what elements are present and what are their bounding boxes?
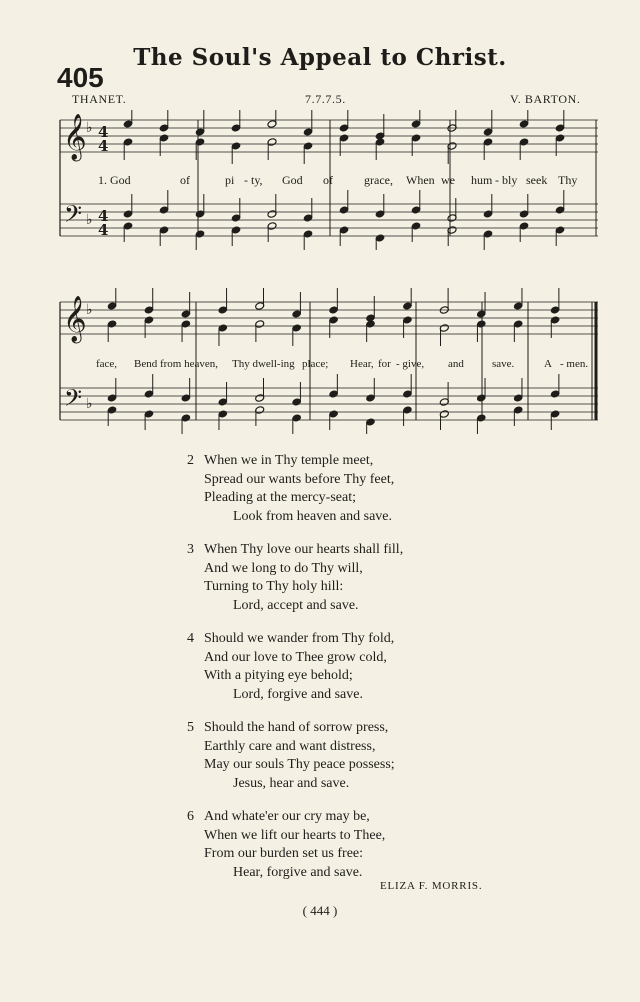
music-system-1	[58, 110, 600, 250]
lyric-syllable: grace,	[364, 173, 393, 187]
verse-line: Should the hand of sorrow press,	[204, 720, 389, 735]
verse-line: Earthly care and want distress,	[204, 738, 376, 754]
time-signature-top: 4	[98, 123, 109, 141]
verse-line: Turning to Thy holy hill:	[204, 579, 344, 594]
lyric-syllable: of	[323, 173, 333, 187]
lyric-syllable: hum	[471, 173, 493, 187]
verse-line: And our love to Thee grow cold,	[204, 649, 387, 665]
lyric-syllable: face,	[96, 358, 118, 370]
verse-line: Spread our wants before Thy feet,	[204, 471, 395, 487]
verse-line: Should we wander from Thy fold,	[204, 631, 395, 646]
lyric-syllable: - bly	[495, 173, 518, 187]
verse-line: When we in Thy temple meet,	[204, 453, 374, 468]
lyric-syllable: place;	[302, 358, 329, 370]
page-number: ( 444 )	[302, 903, 338, 918]
hymn-title: The Soul's Appeal to Christ.	[133, 44, 507, 71]
stanza-2	[186, 452, 516, 526]
lyric-syllable: we	[441, 173, 455, 187]
flat-icon: ♭	[86, 212, 93, 228]
stanza-number: 2	[187, 453, 194, 468]
stanza-number: 3	[187, 542, 194, 557]
hymn-number: 405	[57, 62, 104, 93]
lyric-syllable: - give,	[396, 358, 425, 370]
flat-icon: ♭	[86, 120, 93, 136]
bass-clef-icon: 𝄢	[64, 200, 83, 233]
verse-line: From our burden set us free:	[204, 846, 364, 861]
verse-line: May our souls Thy peace possess;	[204, 757, 395, 772]
lyric-syllable: Thy	[558, 173, 578, 187]
treble-clef-icon: 𝄞	[63, 296, 87, 342]
lyric-syllable: Bend from heaven,	[134, 358, 218, 370]
lyric-syllable: A	[544, 358, 552, 370]
treble-clef-icon: 𝄞	[63, 114, 87, 160]
lyric-syllable: Thy dwell-ing	[232, 358, 295, 370]
lyric-syllable: - men.	[560, 358, 589, 370]
stanza-5	[186, 719, 516, 793]
stanza-number: 4	[187, 631, 194, 646]
verse-line: Lord, accept and save.	[233, 597, 359, 613]
lyric-syllable: save.	[492, 358, 515, 370]
verse-line: And whate'er our cry may be,	[204, 809, 370, 824]
bass-clef-icon: 𝄢	[64, 384, 83, 417]
author-credit: ELIZA F. MORRIS.	[380, 880, 483, 892]
stanza-6	[186, 808, 516, 882]
tune-name: THANET.	[72, 92, 127, 106]
lyric-syllable: seek	[526, 173, 548, 187]
flat-icon: ♭	[86, 396, 93, 412]
verse-line: Hear, forgive and save.	[233, 864, 363, 880]
time-signature-bottom: 4	[98, 221, 109, 239]
stanza-number: 6	[187, 809, 194, 824]
music-system-2	[58, 288, 600, 434]
verse-line: When Thy love our hearts shall fill,	[204, 542, 404, 557]
lyric-syllable: and	[448, 358, 464, 370]
time-signature-top: 4	[98, 207, 109, 225]
lyric-syllable: God	[282, 173, 303, 187]
verse-line: Pleading at the mercy-seat;	[204, 490, 356, 505]
stanza-4	[186, 630, 516, 704]
meter: 7.7.7.5.	[305, 92, 346, 106]
flat-icon: ♭	[86, 302, 93, 318]
verse-line: Look from heaven and save.	[233, 508, 392, 524]
stanza-number: 5	[187, 720, 194, 735]
lyric-syllable: of	[180, 173, 190, 187]
verse-line: Jesus, hear and save.	[233, 775, 350, 791]
lyric-syllable: for	[378, 358, 391, 370]
verse-line: Lord, forgive and save.	[233, 686, 363, 702]
stanza-3	[186, 541, 516, 615]
verse-line: And we long to do Thy will,	[204, 560, 363, 576]
lyric-syllable: 1. God	[98, 173, 131, 187]
lyric-syllable: Hear,	[350, 358, 374, 370]
lyric-syllable: When	[406, 173, 435, 187]
time-signature-bottom: 4	[98, 137, 109, 155]
lyric-syllable: - ty,	[244, 173, 263, 187]
lyric-syllable: pi	[225, 173, 235, 187]
composer: V. BARTON.	[510, 92, 581, 106]
stanzas	[186, 452, 516, 897]
verse-line: With a pitying eye behold;	[204, 668, 353, 683]
verse-line: When we lift our hearts to Thee,	[204, 827, 386, 843]
